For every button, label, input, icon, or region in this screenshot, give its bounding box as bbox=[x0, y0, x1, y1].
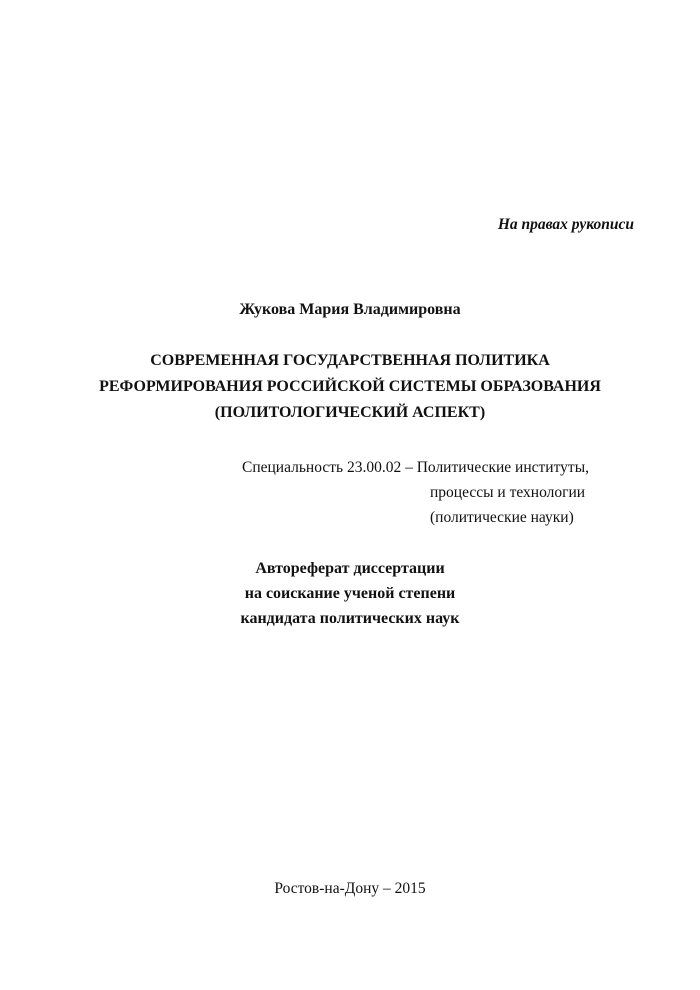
abstract-line: кандидата политических наук bbox=[240, 610, 460, 627]
specialty-block bbox=[242, 455, 589, 530]
specialty-line: процессы и технологии bbox=[430, 484, 586, 501]
abstract-line: на соискание ученой степени bbox=[244, 585, 456, 602]
abstract-block bbox=[0, 556, 700, 631]
specialty-line: (политические науки) bbox=[430, 509, 574, 526]
title-line: РЕФОРМИРОВАНИЯ РОССИЙСКОЙ СИСТЕМЫ ОБРАЗОВАНИЯ bbox=[99, 378, 601, 395]
dissertation-title bbox=[0, 348, 700, 426]
abstract-line: Автореферат диссертации bbox=[255, 560, 445, 577]
author-name: Жукова Мария Владимировна bbox=[239, 301, 461, 318]
city-year: Ростов-на-Дону – 2015 bbox=[274, 880, 426, 897]
rights-note: На правах рукописи bbox=[497, 216, 634, 233]
title-line: (ПОЛИТОЛОГИЧЕСКИЙ АСПЕКТ) bbox=[214, 404, 486, 421]
specialty-line: Специальность 23.00.02 – Политические институты, bbox=[242, 459, 589, 476]
title-line: СОВРЕМЕННАЯ ГОСУДАРСТВЕННАЯ ПОЛИТИКА bbox=[150, 352, 550, 369]
